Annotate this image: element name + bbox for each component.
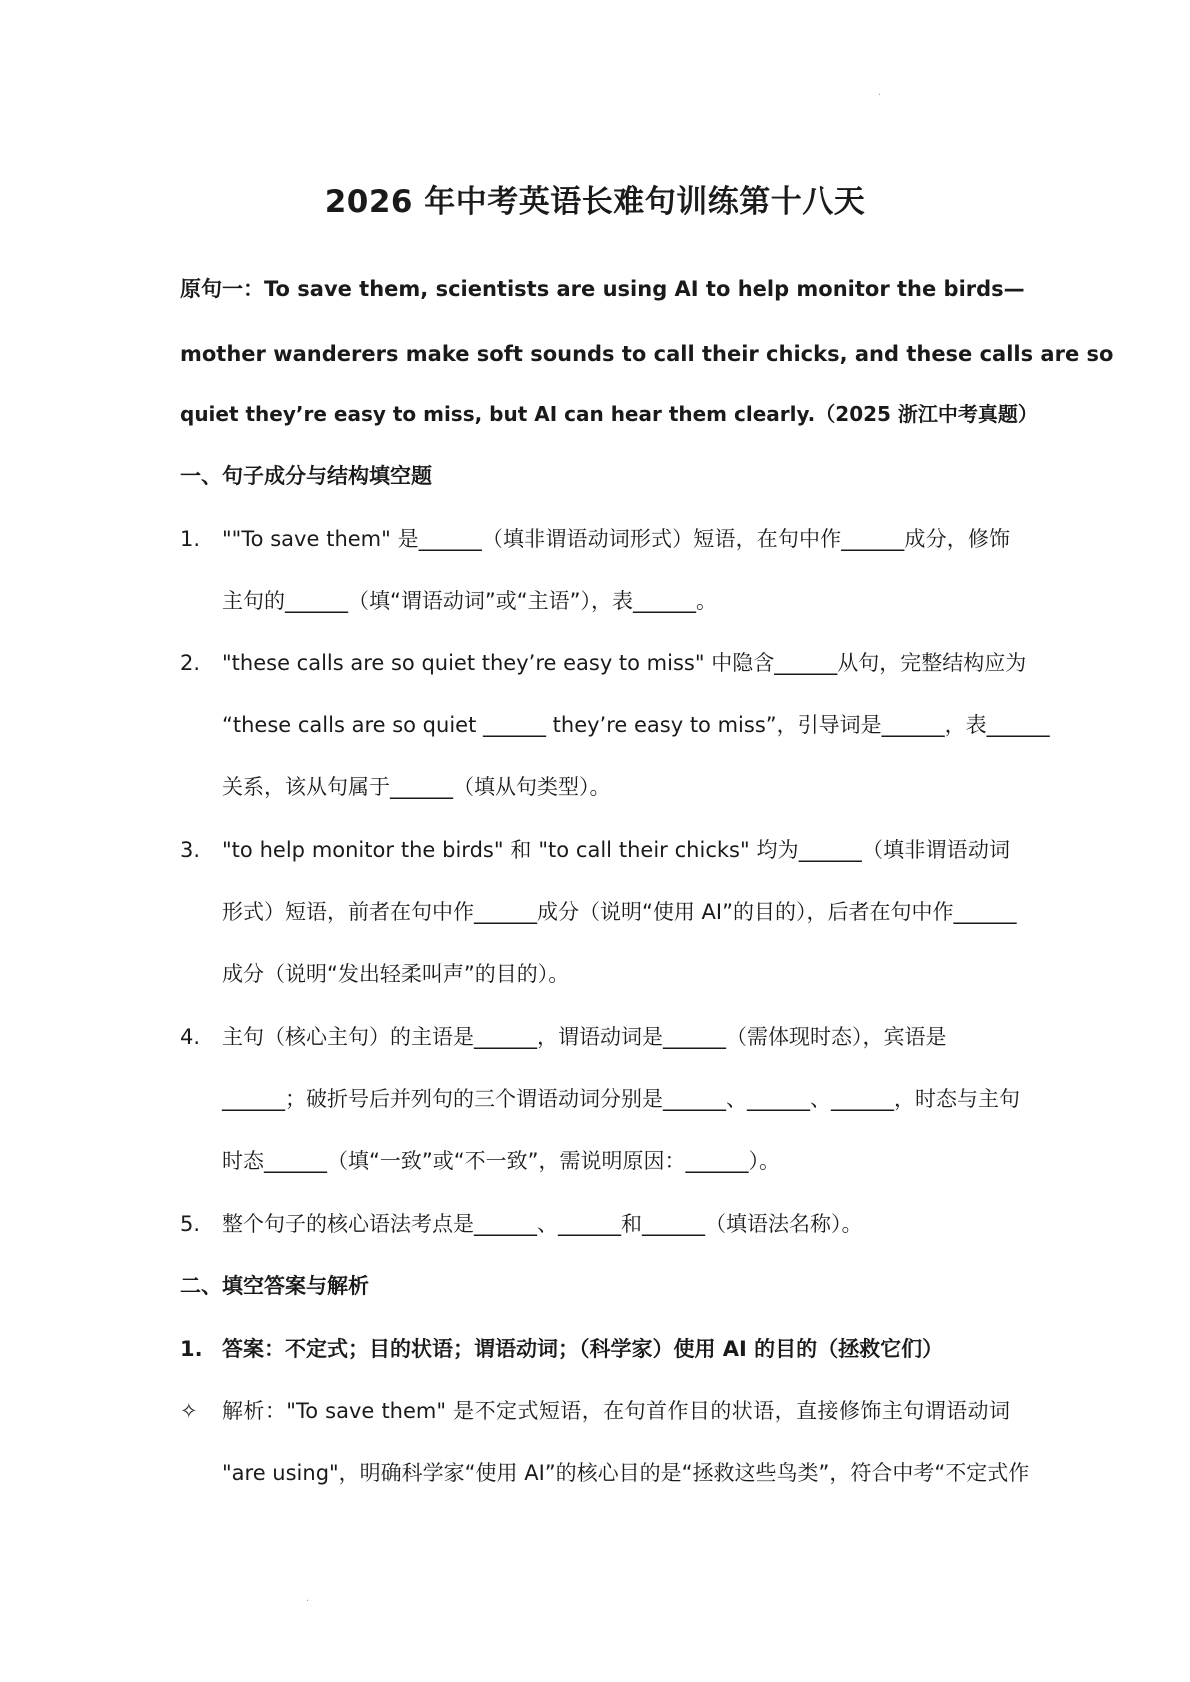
question-2-line-3: 关系，该从句属于______（填从句类型）。 <box>222 775 611 799</box>
question-3-line-3: 成分（说明“发出轻柔叫声”的目的）。 <box>222 962 570 986</box>
answer-1-text: 答案：不定式；目的状语；谓语动词；（科学家）使用 AI 的目的（拯救它们） <box>222 1337 944 1361</box>
original-sentence-line-3: quiet they’re easy to miss, but AI can hear them clearly.（2025 浙江中考真题） <box>180 402 1038 426</box>
question-2-line-2: “these calls are so quiet ______ they’re easy to miss”，引导词是______，表______ <box>222 713 1050 737</box>
question-1-line-2: 主句的______（填“谓语动词”或“主语”），表______。 <box>222 589 718 613</box>
question-3-line-1: "to help monitor the birds" 和 "to call their chicks" 均为______（填非谓语动词 <box>222 838 1010 862</box>
question-5-line-1: 整个句子的核心语法考点是______、______和______（填语法名称）。 <box>222 1212 863 1236</box>
section-heading-2: 二、填空答案与解析 <box>180 1274 369 1298</box>
original-sentence-line-2: mother wanderers make soft sounds to call their chicks, and these calls are so <box>180 342 1114 366</box>
page-title: 2026 年中考英语长难句训练第十八天 <box>324 184 866 220</box>
question-4-line-1: 主句（核心主句）的主语是______，谓语动词是______（需体现时态），宾语是 <box>222 1025 947 1049</box>
analysis-bullet-icon: ✧ <box>180 1399 198 1423</box>
scan-dot: · <box>878 90 882 101</box>
question-2-line-1: "these calls are so quiet they’re easy to miss" 中隐含______从句，完整结构应为 <box>222 651 1027 675</box>
question-1-line-1: ""To save them" 是______（填非谓语动词形式）短语，在句中作______成分，修饰 <box>222 527 1010 551</box>
question-number: 3. <box>180 838 201 862</box>
question-number: 1. <box>180 527 201 551</box>
scan-dot: · <box>306 1596 310 1607</box>
analysis-line-2: "are using"，明确科学家“使用 AI”的核心目的是“拯救这些鸟类”，符合中考“不定式作 <box>222 1461 1030 1485</box>
original-sentence-line-1: 原句一：To save them, scientists are using AI to help monitor the birds— <box>180 277 1025 301</box>
analysis-line-1: 解析："To save them" 是不定式短语，在句首作目的状语，直接修饰主句谓语动词 <box>222 1399 1010 1423</box>
question-number: 5. <box>180 1212 201 1236</box>
question-4-line-3: 时态______（填“一致”或“不一致”，需说明原因：______）。 <box>222 1149 781 1173</box>
answer-number: 1. <box>180 1337 203 1361</box>
question-number: 2. <box>180 651 201 675</box>
question-4-line-2: ______；破折号后并列句的三个谓语动词分别是______、______、______，时态与主句 <box>222 1087 1020 1111</box>
question-3-line-2: 形式）短语，前者在句中作______成分（说明“使用 AI”的目的），后者在句中作______ <box>222 900 1017 924</box>
section-heading-1: 一、句子成分与结构填空题 <box>180 464 432 488</box>
question-number: 4. <box>180 1025 201 1049</box>
